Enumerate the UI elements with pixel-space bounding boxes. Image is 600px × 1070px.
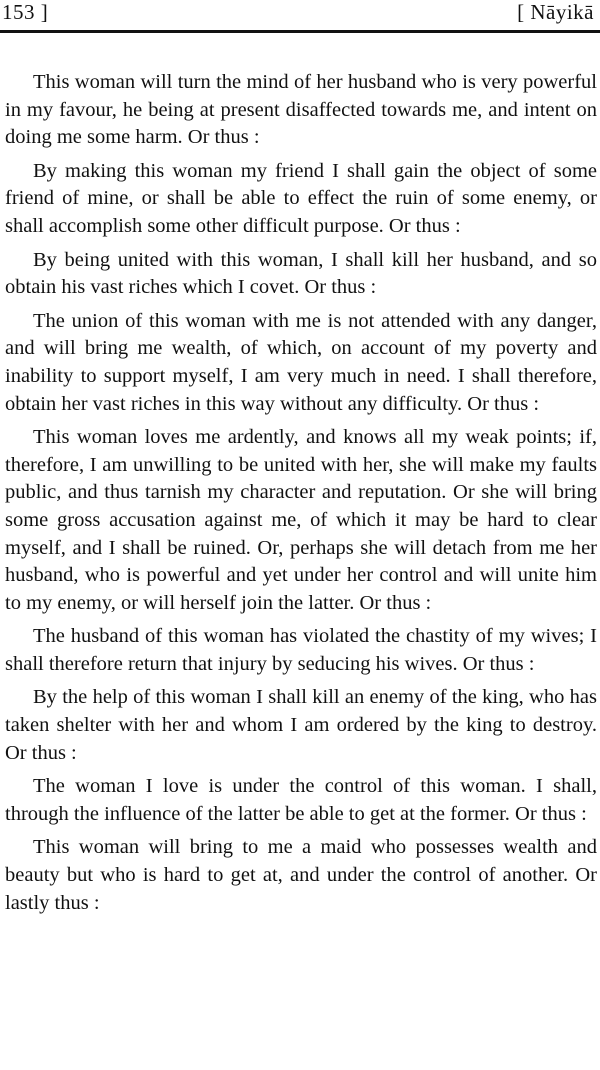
paragraph: This woman loves me ardently, and knows all my weak points; if, therefore, I am unwilling to be united with her, she will make my faults public, and thus tarnish my character and reputation. Or she will bring some gross accusation against me, of which it may be hard to clear myself, and I shall be ruined. Or, perhaps she will detach from me her husband, who is powerful and yet under her control and will unite him to my enemy, or will herself join the latter. Or thus : [5, 426, 597, 614]
paragraph: The husband of this woman has violated the chastity of my wives; I shall therefore return that injury by seducing his wives. Or thus : [5, 625, 597, 675]
page-header [0, 0, 600, 28]
paragraph: By making this woman my friend I shall gain the object of some friend of mine, or shall be able to effect the ruin of some enemy, or shall accomplish some other difficult purpose. Or thus : [5, 159, 597, 237]
body-text [5, 69, 597, 923]
paragraph: This woman will bring to me a maid who possesses wealth and beauty but who is hard to get at, and under the control of another. Or lastly thus : [5, 836, 597, 914]
paragraph: By the help of this woman I shall kill an enemy of the king, who has taken shelter with her and whom I am ordered by the king to destroy. Or thus : [5, 686, 597, 764]
header-rule [0, 30, 600, 33]
page-number: 153 ] [2, 0, 49, 24]
paragraph: By being united with this woman, I shall kill her husband, and so obtain his vast riches which I covet. Or thus : [5, 248, 597, 299]
running-head: [ Nāyikā [517, 0, 594, 24]
paragraph: The union of this woman with me is not attended with any danger, and will bring me wealth, of which, on account of my poverty and inability to support myself, I am very much in need. I shall therefore, obtain her vast riches in this way without any difficulty. Or thus : [5, 309, 597, 415]
paragraph: The woman I love is under the control of this woman. I shall, through the influence of the latter be able to get at the former. Or thus : [5, 775, 597, 825]
paragraph: This woman will turn the mind of her husband who is very powerful in my favour, he being at present disaffected towards me, and intent on doing me some harm. Or thus : [5, 71, 597, 149]
